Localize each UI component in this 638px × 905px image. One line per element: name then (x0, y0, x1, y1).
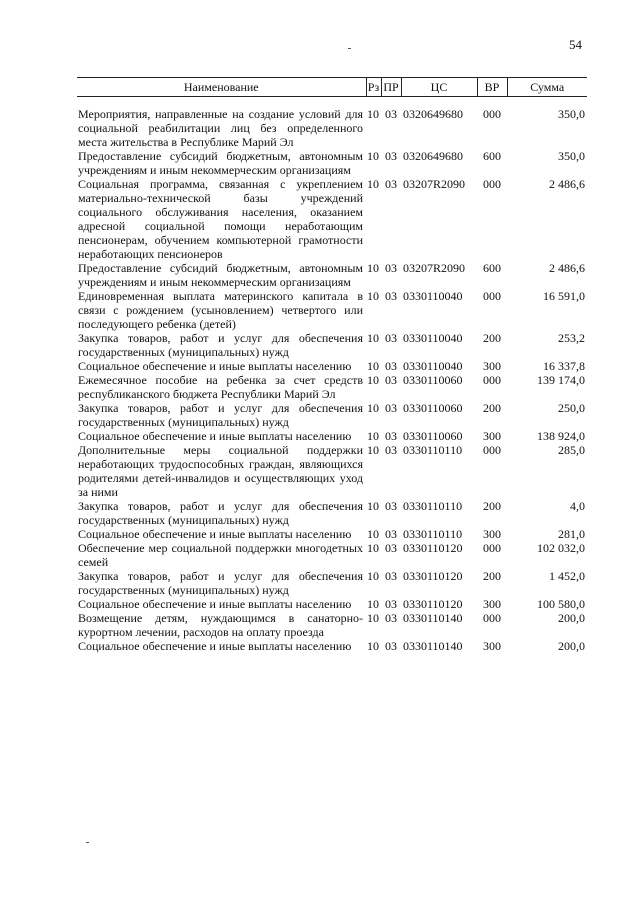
row-rz: 10 (367, 373, 379, 387)
row-pr: 03 (385, 289, 397, 303)
row-name: Закупка товаров, работ и услуг для обеспечения государственных (муниципальных) нужд (78, 401, 363, 429)
row-pr: 03 (385, 597, 397, 611)
row-pr: 03 (385, 401, 397, 415)
row-vr: 300 (483, 359, 501, 373)
row-pr: 03 (385, 149, 397, 163)
row-cs: 0330110060 (403, 401, 463, 415)
row-vr: 200 (483, 569, 501, 583)
row-rz: 10 (367, 149, 379, 163)
row-cs: 0330110140 (403, 611, 463, 625)
row-rz: 10 (367, 359, 379, 373)
scan-speck (86, 842, 89, 843)
row-rz: 10 (367, 443, 379, 457)
table-row (77, 289, 587, 331)
row-pr: 03 (385, 177, 397, 191)
table-row (77, 401, 587, 429)
row-sum: 200,0 (558, 639, 585, 653)
row-rz: 10 (367, 499, 379, 513)
row-cs: 0330110140 (403, 639, 463, 653)
row-vr: 000 (483, 289, 501, 303)
row-pr: 03 (385, 541, 397, 555)
row-sum: 253,2 (558, 331, 585, 345)
row-vr: 600 (483, 149, 501, 163)
table-row (77, 443, 587, 499)
row-name: Единовременная выплата материнского капитала в связи с рождением (усыновлением) четвертого или последующего ребенка (детей) (78, 289, 363, 331)
row-sum: 250,0 (558, 401, 585, 415)
table-row (77, 541, 587, 569)
row-sum: 102 032,0 (537, 541, 585, 555)
header-vr: ВР (477, 78, 507, 97)
header-name: Наименование (77, 78, 366, 97)
row-rz: 10 (367, 331, 379, 345)
row-name: Закупка товаров, работ и услуг для обеспечения государственных (муниципальных) нужд (78, 569, 363, 597)
row-vr: 300 (483, 527, 501, 541)
row-rz: 10 (367, 527, 379, 541)
header-pr: ПР (381, 78, 401, 97)
page-number: 54 (569, 37, 582, 52)
row-vr: 000 (483, 443, 501, 457)
row-pr: 03 (385, 107, 397, 121)
row-pr: 03 (385, 331, 397, 345)
row-name: Социальное обеспечение и иные выплаты населению (78, 639, 352, 653)
row-rz: 10 (367, 107, 379, 121)
table-row (77, 331, 587, 359)
row-name: Дополнительные меры социальной поддержки неработающих трудоспособных граждан, являющихся родителями детей-инвалидов и осуществляющих уход за ними (78, 443, 363, 499)
row-sum: 200,0 (558, 611, 585, 625)
table-row (77, 149, 587, 177)
row-sum: 281,0 (558, 527, 585, 541)
row-pr: 03 (385, 359, 397, 373)
table-row (77, 527, 587, 541)
row-name: Социальное обеспечение и иные выплаты населению (78, 359, 352, 373)
row-cs: 0320649680 (403, 149, 463, 163)
row-sum: 139 174,0 (537, 373, 585, 387)
row-pr: 03 (385, 611, 397, 625)
row-rz: 10 (367, 429, 379, 443)
row-cs: 03207R2090 (403, 261, 466, 275)
scan-speck (348, 48, 351, 49)
row-rz: 10 (367, 541, 379, 555)
header-rz: Рз (366, 78, 381, 97)
table-body (77, 97, 587, 654)
row-cs: 0330110060 (403, 373, 463, 387)
row-vr: 200 (483, 331, 501, 345)
row-vr: 000 (483, 541, 501, 555)
table-row (77, 177, 587, 261)
row-name: Предоставление субсидий бюджетным, автономным учреждениям и иным некоммерческим организациям (78, 261, 363, 289)
row-vr: 000 (483, 107, 501, 121)
header-cs: ЦС (401, 78, 477, 97)
table-row (77, 429, 587, 443)
row-sum: 350,0 (558, 149, 585, 163)
row-name: Социальное обеспечение и иные выплаты населению (78, 429, 352, 443)
row-cs: 0330110110 (403, 499, 463, 513)
row-cs: 0330110110 (403, 527, 463, 541)
row-cs: 0330110040 (403, 289, 463, 303)
row-rz: 10 (367, 639, 379, 653)
row-pr: 03 (385, 569, 397, 583)
table-row (77, 639, 587, 653)
row-name: Обеспечение мер социальной поддержки многодетных семей (78, 541, 363, 569)
row-cs: 0320649680 (403, 107, 463, 121)
row-pr: 03 (385, 527, 397, 541)
row-cs: 0330110040 (403, 359, 463, 373)
row-name: Закупка товаров, работ и услуг для обеспечения государственных (муниципальных) нужд (78, 331, 363, 359)
row-vr: 300 (483, 429, 501, 443)
row-name: Предоставление субсидий бюджетным, автономным учреждениям и иным некоммерческим организациям (78, 149, 363, 177)
row-rz: 10 (367, 177, 379, 191)
table-row (77, 97, 587, 150)
row-sum: 100 580,0 (537, 597, 585, 611)
row-rz: 10 (367, 611, 379, 625)
row-name: Социальное обеспечение и иные выплаты населению (78, 527, 352, 541)
table-header-row (77, 78, 587, 97)
row-name: Социальная программа, связанная с укреплением материально-технической базы учреждений социального обслуживания населения, оказанием адресной социальной помощи неработающим пенсионерам, обучением компьютерной грамотности неработающих пенсионеров (78, 177, 363, 261)
row-vr: 300 (483, 639, 501, 653)
row-pr: 03 (385, 373, 397, 387)
row-vr: 000 (483, 373, 501, 387)
row-cs: 0330110040 (403, 331, 463, 345)
row-vr: 300 (483, 597, 501, 611)
table-row (77, 261, 587, 289)
row-name: Мероприятия, направленные на создание условий для социальной реабилитации лиц без определенного места жительства в Республике Марий Эл (78, 107, 363, 149)
row-sum: 16 337,8 (543, 359, 585, 373)
row-rz: 10 (367, 261, 379, 275)
row-pr: 03 (385, 429, 397, 443)
table-row (77, 373, 587, 401)
row-sum: 2 486,6 (549, 177, 585, 191)
row-sum: 4,0 (570, 499, 585, 513)
row-rz: 10 (367, 401, 379, 415)
row-sum: 350,0 (558, 107, 585, 121)
row-vr: 600 (483, 261, 501, 275)
row-vr: 200 (483, 401, 501, 415)
row-vr: 000 (483, 611, 501, 625)
budget-table (77, 77, 587, 653)
row-sum: 16 591,0 (543, 289, 585, 303)
row-rz: 10 (367, 569, 379, 583)
row-cs: 03207R2090 (403, 177, 466, 191)
row-cs: 0330110110 (403, 443, 463, 457)
row-name: Социальное обеспечение и иные выплаты населению (78, 597, 352, 611)
table-row (77, 597, 587, 611)
row-pr: 03 (385, 261, 397, 275)
row-cs: 0330110120 (403, 569, 463, 583)
row-sum: 138 924,0 (537, 429, 585, 443)
row-cs: 0330110120 (403, 541, 463, 555)
table-row (77, 611, 587, 639)
row-sum: 1 452,0 (549, 569, 585, 583)
header-sum: Сумма (507, 78, 587, 97)
table-row (77, 359, 587, 373)
row-vr: 000 (483, 177, 501, 191)
row-rz: 10 (367, 289, 379, 303)
row-sum: 2 486,6 (549, 261, 585, 275)
table-row (77, 569, 587, 597)
row-name: Возмещение детям, нуждающимся в санаторно-курортном лечении, расходов на оплату проезда (78, 611, 363, 639)
row-name: Ежемесячное пособие на ребенка за счет средств республиканского бюджета Республики Марий Эл (78, 373, 363, 401)
row-pr: 03 (385, 443, 397, 457)
row-pr: 03 (385, 499, 397, 513)
row-vr: 200 (483, 499, 501, 513)
row-name: Закупка товаров, работ и услуг для обеспечения государственных (муниципальных) нужд (78, 499, 363, 527)
row-cs: 0330110060 (403, 429, 463, 443)
row-pr: 03 (385, 639, 397, 653)
table-row (77, 499, 587, 527)
row-cs: 0330110120 (403, 597, 463, 611)
row-rz: 10 (367, 597, 379, 611)
row-sum: 285,0 (558, 443, 585, 457)
